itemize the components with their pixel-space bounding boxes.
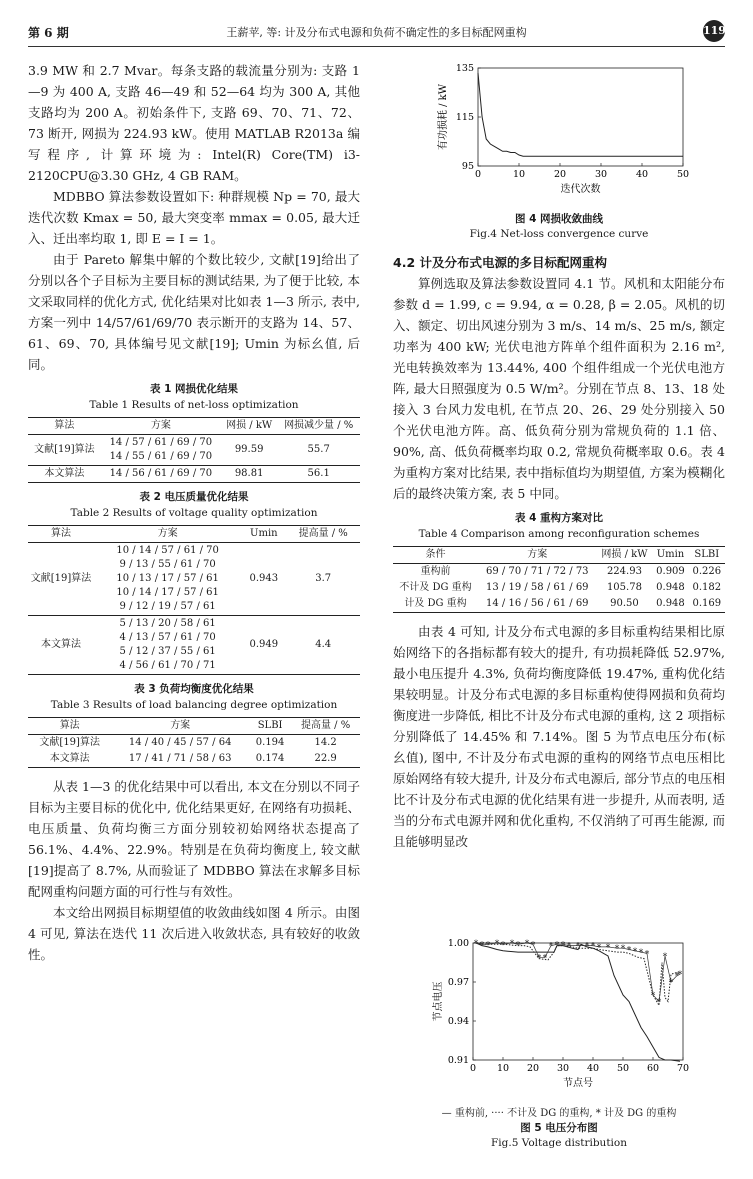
x-tick-label: 40	[635, 169, 649, 180]
table-row	[393, 596, 725, 613]
table-cell: 计及 DG 重构	[404, 598, 467, 609]
data-point-star: *	[584, 942, 590, 953]
series-line-no-dg	[476, 940, 680, 1005]
data-point-star: *	[479, 940, 485, 951]
table-row	[28, 735, 360, 752]
table-cell: 重构前	[420, 566, 451, 577]
table-cell: 14 / 40 / 45 / 57 / 64	[128, 737, 232, 748]
y-tick-label: 0.91	[447, 1055, 469, 1066]
series-line	[476, 940, 680, 1061]
y-axis-label: 有功损耗 / kW	[438, 83, 449, 151]
issue-number: 第 6 期	[28, 26, 69, 40]
x-tick-label: 20	[526, 1063, 540, 1074]
table-header: 方案	[527, 549, 548, 560]
table4	[393, 546, 725, 613]
table-cell: 56.1	[307, 468, 330, 479]
data-point-star: *	[650, 991, 656, 1002]
data-point-star: *	[494, 939, 500, 950]
table-cell: 14 / 56 / 61 / 69 / 70	[109, 468, 213, 479]
x-tick-label: 30	[556, 1063, 570, 1074]
table-header: SLBI	[257, 720, 283, 731]
plot-frame	[473, 940, 683, 1060]
table2-caption: 表 2 电压质量优化结果	[139, 491, 249, 503]
data-point-star: *	[500, 940, 506, 951]
table-cell: 0.194	[255, 737, 285, 748]
right-paragraph-1: 算例选取及算法参数设置同 4.1 节。风机和太阳能分布参数 d = 1.99, c = 9.94, α = 0.28, β = 2.05。风机的切入、额定、切出风速分别为 3 m/s、14 m/s、25 m/s, 额定功率为 400 kW; 光伏电池方阵单个组件面积为 2.16 m², 光电转换效率为 13.44%, 400 个组件组成一个光伏电池方阵, 最大日照强度为 0.5 W/m²。分别在节点 8、13、18 处接入 3 台风力发电机, 在节点 20、26、29 处分别接入 50 个光伏电池方阵。高、低负荷分别为常规负荷的 1.1 倍、90%, 高、低负荷概率均取 0.2, 常规负荷概率取 0.6。表 4 为重构方案对比结果, 表中指标值均为期望值, 方案为模糊化后的最终决策方案, 表 5 中同。	[393, 276, 725, 501]
x-tick-label: 30	[594, 169, 608, 180]
scheme: 5 / 13 / 20 / 58 / 61	[119, 618, 216, 629]
fig4-caption-cn: 图 4 网损收敛曲线	[514, 213, 604, 225]
table-cell: 224.93	[606, 566, 642, 577]
fig4-caption-en: Fig.4 Net-loss convergence curve	[469, 228, 649, 240]
table-cell: 0.948	[656, 598, 685, 609]
table-header: 方案	[170, 720, 191, 731]
header-rule	[28, 46, 725, 47]
table-header: 算法	[51, 528, 71, 539]
left-column	[28, 60, 360, 965]
data-point-star: *	[515, 940, 521, 951]
data-point-star: *	[530, 940, 536, 951]
data-point-star: *	[596, 943, 602, 954]
table-cell	[94, 543, 241, 616]
data-point-star: *	[542, 953, 548, 964]
table-header: SLBI	[694, 549, 720, 560]
fig5-legend: — 重构前, ···· 不计及 DG 的重构, * 计及 DG 的重构	[441, 1108, 677, 1119]
data-point-star: *	[644, 949, 650, 960]
table-cell: 0.949	[249, 639, 279, 650]
table-cell: 文献[19]算法	[39, 737, 100, 748]
table-row	[28, 616, 360, 675]
table-row	[393, 580, 725, 596]
running-title: 王薪苹, 等: 计及分布式电源和负荷不确定性的多目标配网重构	[226, 26, 527, 39]
table-cell: 17 / 41 / 71 / 58 / 63	[128, 753, 232, 764]
data-point-star: *	[626, 946, 632, 956]
table-cell: 99.59	[234, 444, 264, 455]
y-tick-label: 115	[455, 112, 474, 123]
data-point-star: *	[536, 953, 542, 964]
table-header: 算法	[59, 720, 80, 731]
table-cell: 0.226	[692, 566, 722, 577]
scheme: 10 / 14 / 17 / 57 / 61	[116, 587, 219, 598]
data-point-star: *	[638, 948, 644, 959]
table-cell: 0.174	[255, 753, 285, 764]
left-paragraph-2: MDBBO 算法参数设置如下: 种群规模 Np = 70, 最大迭代次数 Kmax = 50, 最大突变率 mmax = 0.05, 最大迁入、迁出率均取 1, 即 E = I = 1。	[28, 189, 360, 246]
x-tick-label: 20	[553, 169, 567, 180]
x-axis-label: 迭代次数	[560, 184, 601, 195]
page-header	[28, 22, 725, 42]
data-point-star: *	[473, 939, 479, 950]
table1-caption-en: Table 1 Results of net-loss optimization	[89, 399, 299, 411]
y-tick-label: 0.94	[447, 1016, 469, 1027]
fig5-caption	[393, 1106, 725, 1151]
data-point-star: *	[632, 947, 638, 958]
right-column	[393, 250, 725, 852]
scheme: 10 / 14 / 57 / 61 / 70	[116, 545, 219, 556]
table-cell: 105.78	[606, 582, 642, 593]
x-tick-label: 50	[616, 1063, 630, 1074]
data-point-star: *	[620, 944, 626, 955]
table-row	[28, 466, 360, 483]
table-header: 方案	[157, 528, 178, 539]
table-cell: 文献[19]算法	[30, 573, 92, 584]
table4-caption-en: Table 4 Comparison among reconfiguration schemes	[418, 528, 700, 540]
left-paragraph-1: 3.9 MW 和 2.7 Mvar。每条支路的载流量分别为: 支路 1—9 为 400 A, 支路 46—49 和 52—64 均为 300 A, 其他支路均为 200 A。初始条件下, 支路 69、70、71、72、73 断开, 网损为 224.93 kW。使用 MATLAB R2013a 编写程序, 计算环境为: Intel(R) Core(TM) i3-2120CPU@3.30 GHz, 4 GB RAM。	[28, 63, 360, 183]
data-point-star: *	[605, 943, 611, 954]
scheme: 9 / 12 / 19 / 57 / 61	[119, 601, 216, 612]
table-header: 网损减少量 / %	[284, 420, 354, 431]
data-point-star: *	[590, 942, 596, 953]
table-row	[393, 564, 725, 581]
table-header: 网损 / kW	[226, 420, 273, 431]
x-tick-label: 70	[676, 1063, 690, 1074]
data-point-star: *	[614, 944, 620, 955]
scheme: 14 / 55 / 61 / 69 / 70	[109, 451, 213, 462]
table-cell: 14 / 16 / 56 / 61 / 69	[486, 598, 589, 609]
fig5-caption-cn: 图 5 电压分布图	[520, 1122, 598, 1134]
data-point-star: *	[677, 970, 683, 981]
page-number: 119	[703, 20, 725, 42]
table-cell: 本文算法	[44, 468, 85, 479]
table-header: 条件	[425, 549, 446, 560]
x-tick-label: 0	[469, 1063, 477, 1074]
fig5-caption-en: Fig.5 Voltage distribution	[491, 1137, 627, 1149]
table-cell: 22.9	[314, 753, 337, 764]
y-axis-label: 节点电压	[433, 981, 444, 1022]
data-point-star: *	[668, 978, 674, 989]
table-header: Umin	[250, 528, 278, 539]
scheme: 4 / 13 / 57 / 61 / 70	[119, 632, 216, 643]
table1	[28, 417, 360, 483]
table-cell: 本文算法	[49, 753, 90, 764]
scheme: 10 / 13 / 17 / 57 / 61	[116, 573, 219, 584]
table-cell	[94, 616, 241, 675]
table-cell: 69 / 70 / 71 / 72 / 73	[486, 566, 589, 577]
table-header: 提高量 / %	[300, 720, 351, 731]
plot-frame	[478, 68, 683, 166]
data-point-star: *	[485, 940, 491, 951]
table-cell: 0.169	[692, 598, 722, 609]
table-cell: 90.50	[610, 598, 639, 609]
data-point-star: *	[560, 940, 566, 951]
table-cell	[101, 435, 221, 466]
table2-caption-en: Table 2 Results of voltage quality optimization	[70, 507, 318, 519]
data-point-star: *	[524, 939, 530, 950]
table-cell: 0.182	[692, 582, 722, 593]
scheme: 14 / 57 / 61 / 69 / 70	[109, 437, 213, 448]
table1-caption: 表 1 网损优化结果	[149, 383, 239, 395]
table3-caption-en: Table 3 Results of load balancing degree optimization	[50, 699, 338, 711]
table2	[28, 525, 360, 675]
table-row	[28, 543, 360, 616]
table-cell: 本文算法	[41, 639, 81, 650]
table-header: 网损 / kW	[601, 549, 648, 560]
y-tick-label: 1.00	[447, 938, 469, 949]
table4-caption: 表 4 重构方案对比	[514, 512, 604, 524]
section-heading: 4.2 计及分布式电源的多目标配网重构	[393, 255, 607, 270]
scheme: 5 / 12 / 37 / 55 / 61	[119, 646, 216, 657]
y-tick-label: 0.97	[447, 977, 469, 988]
table3	[28, 717, 360, 768]
table-cell: 4.4	[315, 639, 332, 650]
table-cell: 0.943	[249, 573, 279, 584]
table-cell: 文献[19]算法	[34, 444, 95, 455]
data-point-star: *	[566, 942, 572, 953]
scheme: 9 / 13 / 55 / 61 / 70	[119, 559, 216, 570]
data-point-star: *	[509, 939, 515, 950]
table-header: Umin	[656, 549, 685, 560]
table-cell: 0.948	[656, 582, 685, 593]
y-tick-label: 135	[455, 63, 474, 74]
x-tick-label: 0	[474, 169, 482, 180]
x-tick-label: 50	[676, 169, 690, 180]
x-axis-label: 节点号	[563, 1078, 593, 1089]
table-cell: 不计及 DG 重构	[399, 582, 472, 593]
table-cell: 0.909	[656, 566, 685, 577]
right-paragraph-2: 由表 4 可知, 计及分布式电源的多目标重构结果相比原始网络下的各指标都有较大的提升, 有功损耗降低 52.97%, 最小电压提升 4.3%, 负荷均衡度降低 19.47%, 重构优化结果较明显。计及分布式电源的多目标重构使得网损和负荷均衡度进一步降低, 相比不计及分布式电源的重构, 这 2 项指标分别降低了 14.45% 和 7.14%。图 5 为节点电压分布(标幺值), 图中, 不计及分布式电源的重构的网络节点电压相比原始网络有较大提升, 计及分布式电源后, 部分节点的电压相比不计及分布式电源的优化结果有进一步提升, 从而表明, 适当的分布式电源并网和优化重构, 不仅消纳了可再生能源, 而且能够明显改	[393, 624, 725, 849]
table-row	[28, 435, 360, 466]
fig4-chart	[393, 58, 725, 208]
scheme: 4 / 56 / 61 / 70 / 71	[119, 660, 216, 671]
fig5-chart	[393, 935, 725, 1107]
data-point-star: *	[548, 942, 554, 953]
left-paragraph-3: 由于 Pareto 解集中解的个数比较少, 文献[19]给出了分别以各个子目标为主要目标的测试结果, 为了便于比较, 本文采取同样的优化方式, 优化结果对比如表 1—3 所示, 表中, 方案一列中 14/57/61/69/70 表示断开的支路为 14、57、61、69、70, 具体编号见文献[19]; Umin 为标幺值, 后同。	[28, 252, 360, 372]
fig4-caption	[393, 212, 725, 242]
x-tick-label: 60	[646, 1063, 660, 1074]
table-cell: 98.81	[234, 468, 264, 479]
y-tick-label: 95	[461, 161, 474, 172]
data-point-star: *	[662, 952, 668, 963]
table-header: 算法	[54, 420, 75, 431]
x-tick-label: 10	[512, 169, 526, 180]
data-point-star: *	[674, 972, 680, 982]
table-cell: 14.2	[314, 737, 337, 748]
left-paragraph-4: 从表 1—3 的优化结果中可以看出, 本文在分别以不同子目标为主要目标的优化中, 优化结果更好, 在网络有功损耗、电压质量、负荷均衡三方面分别较初始网络状态提高了 56.1%、4.4%、22.9%。特别是在负荷均衡度上, 较文献[19]提高了 8.7%, 从而验证了 MDBBO 算法在求解多目标配网重构问题方面的可行性与有效性。	[28, 779, 360, 899]
data-point-star: *	[554, 940, 560, 951]
table-row	[28, 751, 360, 768]
table-header: 提高量 / %	[298, 528, 348, 539]
table-header: 方案	[150, 420, 171, 431]
table-cell: 55.7	[307, 444, 330, 455]
x-tick-label: 10	[496, 1063, 510, 1074]
table-cell: 3.7	[315, 573, 332, 584]
x-tick-label: 40	[586, 1063, 600, 1074]
data-point-star: *	[656, 998, 662, 1008]
series-line	[478, 73, 683, 156]
left-paragraph-5: 本文给出网损目标期望值的收敛曲线如图 4 所示。由图 4 可见, 算法在迭代 11 次后进入收敛状态, 具有较好的收敛性。	[28, 905, 360, 962]
table3-caption: 表 3 负荷均衡度优化结果	[134, 683, 254, 695]
data-point-star: *	[575, 942, 581, 953]
table-cell: 13 / 19 / 58 / 61 / 69	[486, 582, 589, 593]
